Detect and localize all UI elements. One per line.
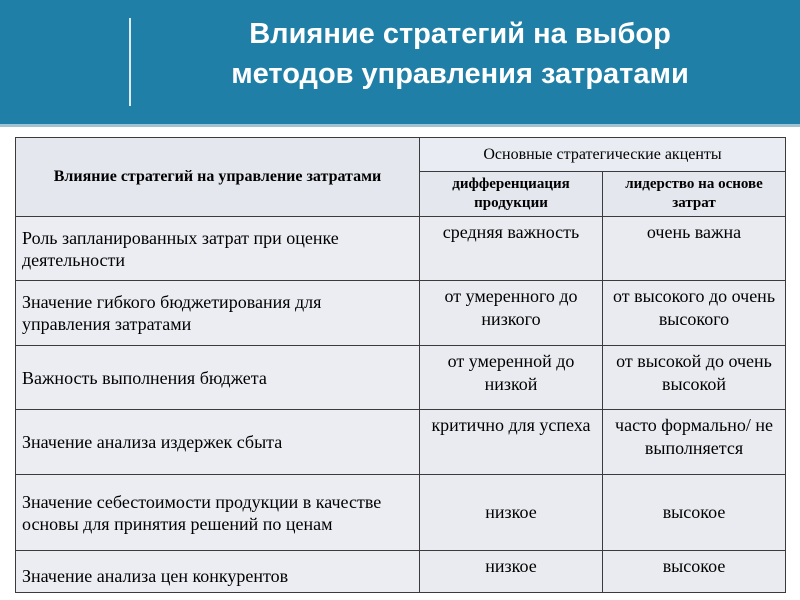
cell-cost-leadership: от высокого до очень высокого	[603, 281, 786, 346]
banner-divider	[129, 18, 131, 106]
cell-differentiation: средняя важность	[420, 217, 603, 281]
table-row	[16, 475, 786, 551]
cell-cost-leadership: очень важна	[603, 217, 786, 281]
group-header: Основные стратегические акценты	[420, 138, 786, 172]
row-label: Важность выполнения бюджета	[16, 346, 420, 410]
corner-header: Влияние стратегий на управление затратами	[16, 138, 420, 217]
row-label: Значение анализа цен конкурентов	[16, 551, 420, 593]
table-row	[16, 217, 786, 281]
cell-cost-leadership: часто формально/ не выполняется	[603, 410, 786, 475]
row-label: Значение гибкого бюджетирования для управления затратами	[16, 281, 420, 346]
cell-differentiation: от умеренной до низкой	[420, 346, 603, 410]
cell-cost-leadership: от высокой до очень высокой	[603, 346, 786, 410]
banner-stripe	[0, 124, 800, 127]
table-row	[16, 410, 786, 475]
page-title-line-2: методов управления затратами	[231, 58, 689, 90]
row-label: Роль запланированных затрат при оценке деятельности	[16, 217, 420, 281]
page-title-line-1: Влияние стратегий на выбор	[249, 18, 671, 50]
column-header-cost-leadership: лидерство на основе затрат	[603, 172, 786, 217]
table-row	[16, 551, 786, 593]
row-label: Значение анализа издержек сбыта	[16, 410, 420, 475]
cell-differentiation: от умеренного до низкого	[420, 281, 603, 346]
column-header-differentiation: дифференциация продукции	[420, 172, 603, 217]
cell-differentiation: низкое	[420, 551, 603, 593]
cell-cost-leadership: высокое	[603, 551, 786, 593]
cell-differentiation: низкое	[420, 475, 603, 551]
table-row	[16, 346, 786, 410]
table-header-row	[16, 138, 786, 172]
cell-cost-leadership: высокое	[603, 475, 786, 551]
row-label: Значение себестоимости продукции в качестве основы для принятия решений по ценам	[16, 475, 420, 551]
page-title	[140, 14, 780, 94]
cell-differentiation: критично для успеха	[420, 410, 603, 475]
table-row	[16, 281, 786, 346]
strategy-table	[15, 137, 786, 593]
